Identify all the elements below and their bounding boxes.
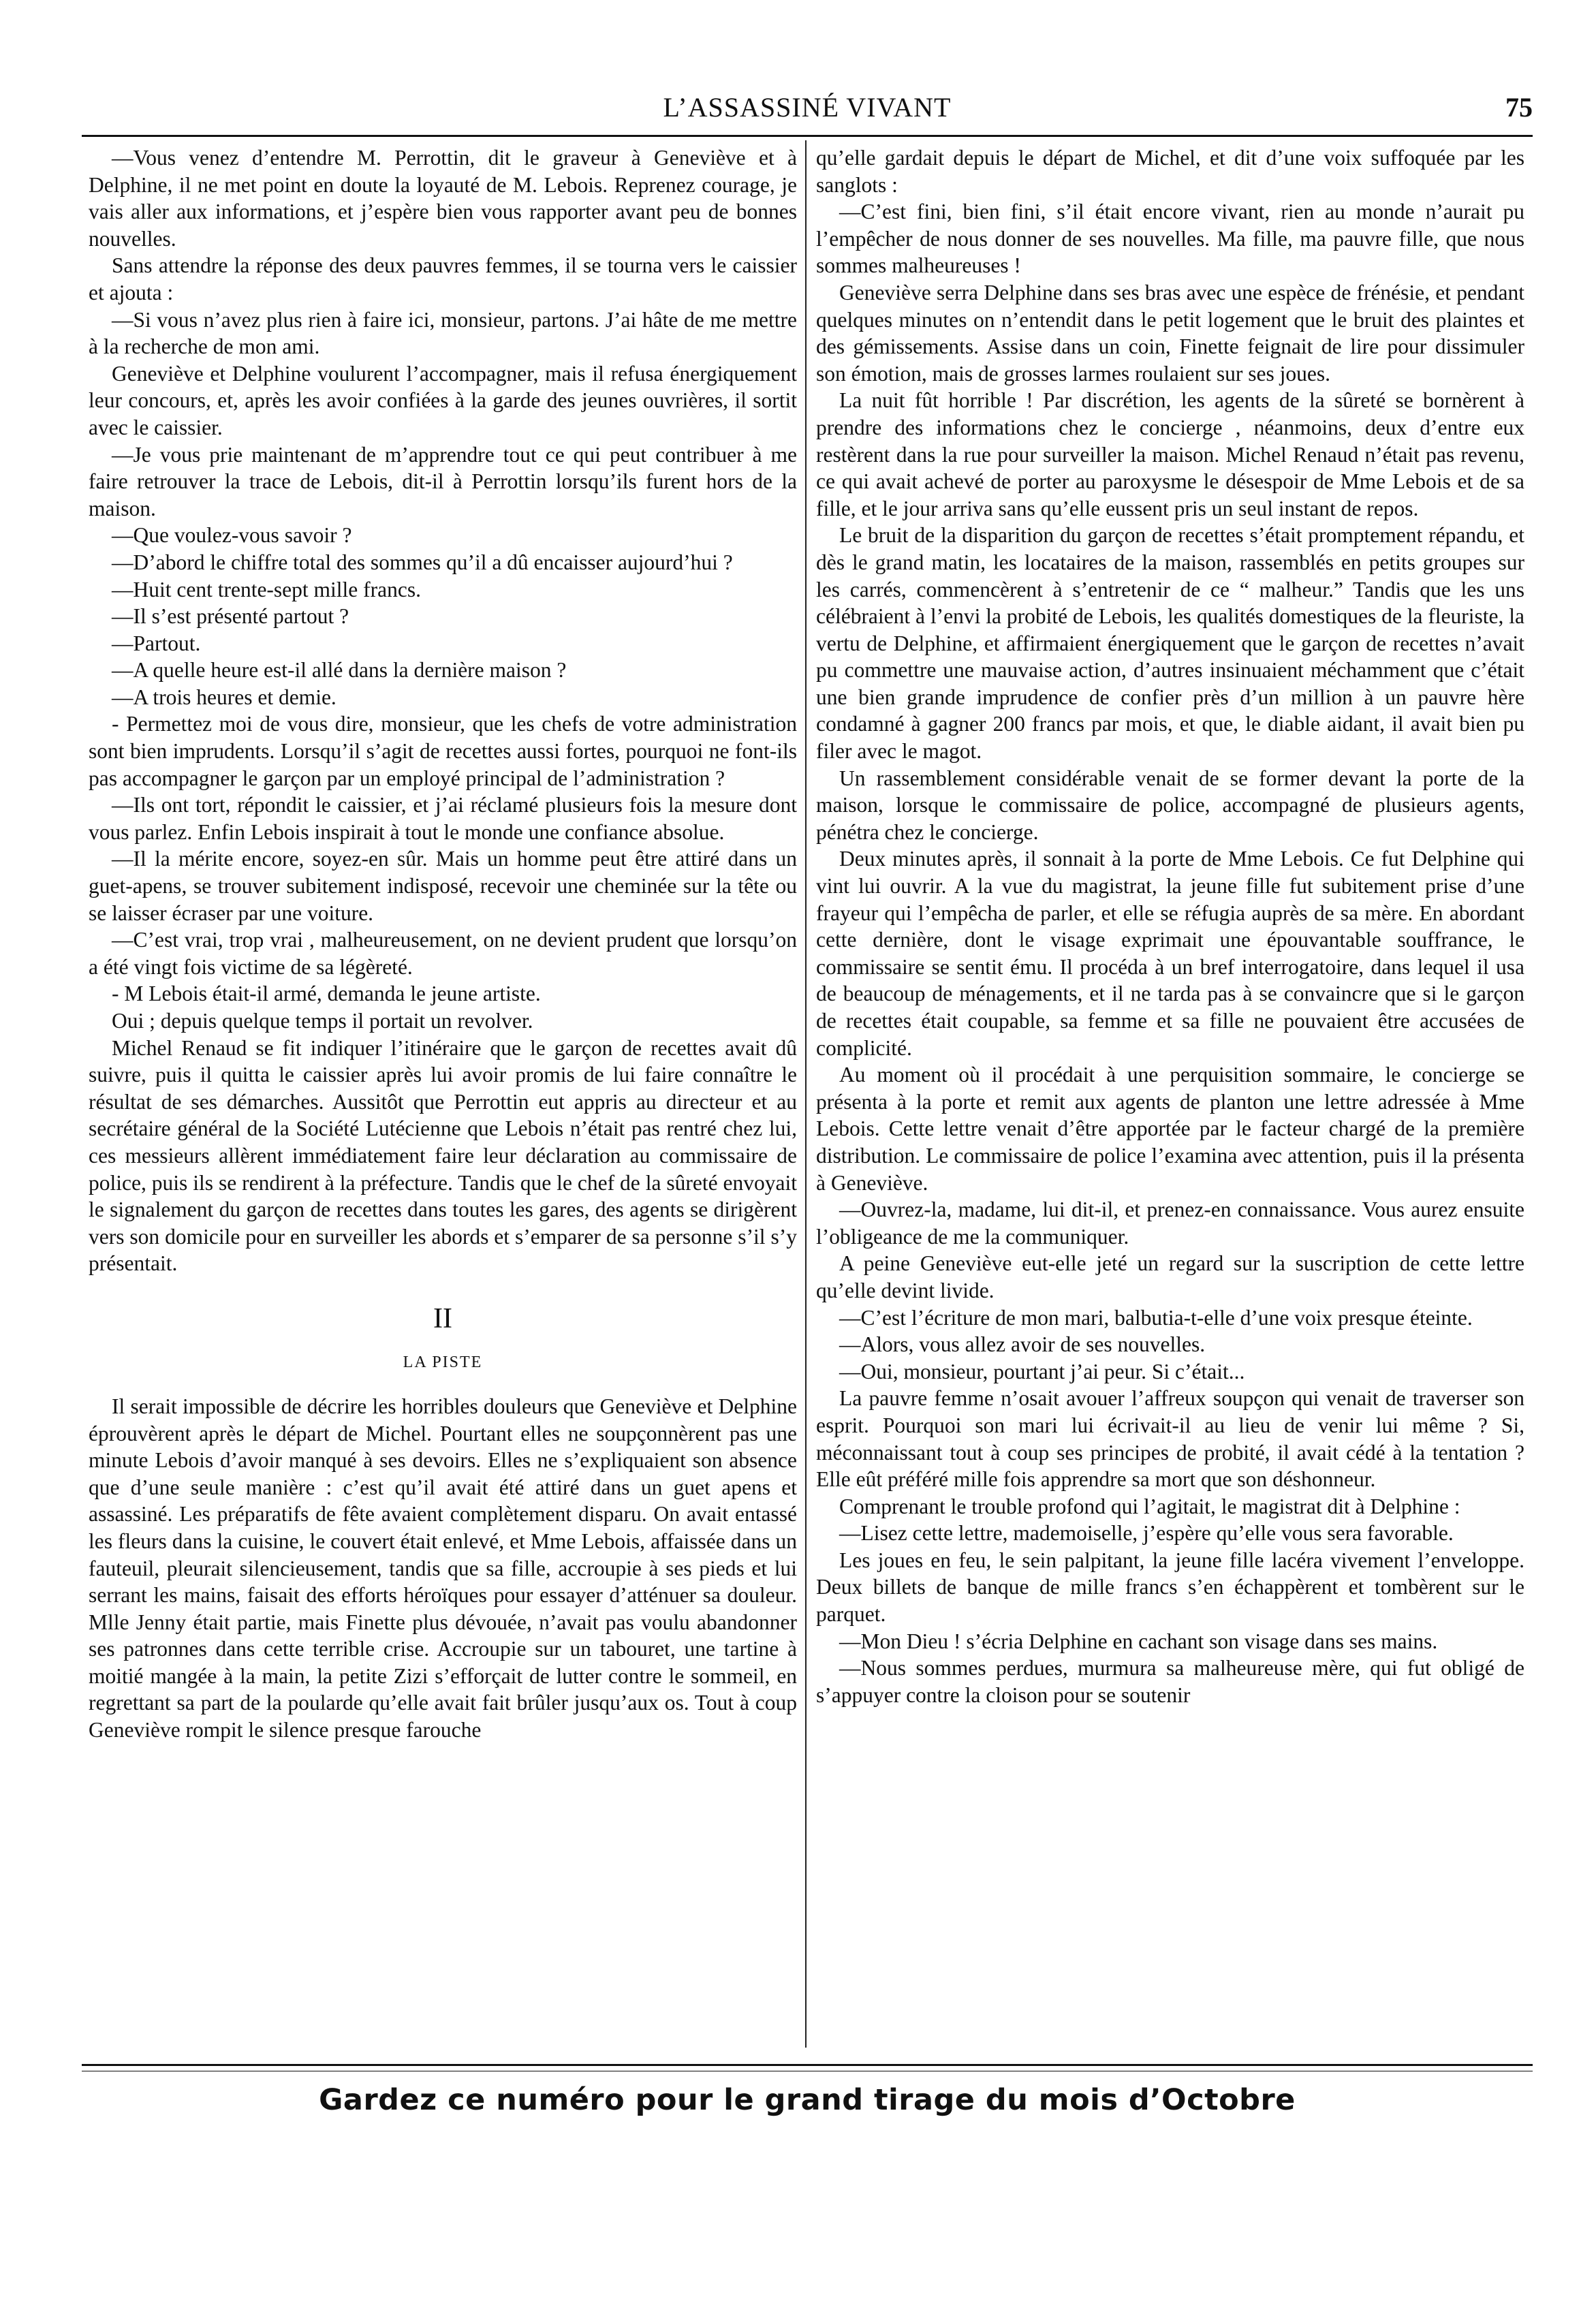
paragraph: - M Lebois était-il armé, demanda le jeune artiste. (112, 982, 541, 1006)
paragraph: —Alors, vous allez avoir de ses nouvelles. (839, 1332, 1206, 1357)
right-column (816, 144, 1524, 2045)
paragraph: Sans attendre la réponse des deux pauvres femmes, il se tourna vers le caissier et ajouta : (89, 253, 797, 304)
paragraph: —Je vous prie maintenant de m’apprendre tout ce qui peut contribuer à me faire retrouver la trace de Lebois, dit-il à Perrottin lorsqu’ils furent hors de la maison. (89, 442, 797, 520)
paragraph: —Ouvrez-la, madame, lui dit-il, et prenez-en connaissance. Vous aurez ensuite l’obligeance de me la communiquer. (816, 1198, 1524, 1249)
paragraph: Les joues en feu, le sein palpitant, la jeune fille lacéra vivement l’enveloppe. Deux billets de banque de mille francs s’en échappèrent et tombèrent sur le parquet. (816, 1548, 1524, 1627)
paragraph: —Mon Dieu ! s’écria Delphine en cachant son visage dans ses mains. (839, 1629, 1438, 1653)
paragraph: —Lisez cette lettre, mademoiselle, j’espère qu’elle vous sera favorable. (839, 1521, 1454, 1546)
footer-rule (82, 2064, 1533, 2066)
paragraph: —C’est vrai, trop vrai , malheureusement, on ne devient prudent que lorsqu’on a été vingt fois victime de sa légèreté. (89, 928, 797, 979)
paragraph: Geneviève et Delphine voulurent l’accompagner, mais il refusa énergiquement leur concours, et, après les avoir confiées à la garde des jeunes ouvrières, il sortit avec le caissier. (89, 361, 797, 439)
paragraph: —Ils ont tort, répondit le caissier, et j’ai réclamé plusieurs fois la mesure dont vous parlez. Enfin Lebois inspirait à tout le monde une confiance absolue. (89, 793, 797, 844)
paragraph: —Que voulez-vous savoir ? (112, 523, 352, 548)
left-column-text-a (89, 144, 797, 1277)
running-title: L’ASSASSINÉ VIVANT (663, 92, 952, 123)
paragraph: Geneviève serra Delphine dans ses bras avec une espèce de frénésie, et pendant quelques minutes on n’entendit dans le petit logement que le bruit des plaintes et des gémissements. Assise dans un coin, Finette feignait de lire pour dissimuler son émotion, mais de grosses larmes roulaient sur ses joues. (816, 280, 1524, 386)
footer-notice: Gardez ce numéro pour le grand tirage du mois d’Octobre (319, 2083, 1296, 2117)
paragraph: —Oui, monsieur, pourtant j’ai peur. Si c’était... (839, 1359, 1245, 1383)
paragraph: A peine Geneviève eut-elle jeté un regard sur la suscription de cette lettre qu’elle devint livide. (816, 1251, 1524, 1302)
header-rule (82, 135, 1533, 137)
paragraph: —C’est l’écriture de mon mari, balbutia-t-elle d’une voix presque éteinte. (839, 1305, 1473, 1330)
paragraph: —A quelle heure est-il allé dans la dernière maison ? (112, 658, 567, 683)
paragraph: —Nous sommes perdues, murmura sa malheureuse mère, qui fut obligé de s’appuyer contre la cloison pour se soutenir (816, 1656, 1524, 1707)
paragraph: Michel Renaud se fit indiquer l’itinéraire que le garçon de recettes avait dû suivre, puis il quitta le caissier après lui avoir promis de lui faire connaître le résultat de ses démarches. Aussitôt que Perrottin eut appris au directeur et au secrétaire général de la Société Lutécienne que Lebois n’était pas rentré chez lui, ces messieurs allèrent immédiatement faire leur déclaration au commissaire de police, puis ils se rendirent à la préfecture. Tandis que le chef de la sûreté envoyait le signalement du garçon de recettes dans toutes les gares, des agents se dirigèrent vers son domicile pour en surveiller les abords et s’emparer de sa personne s’il s’y présentait. (89, 1035, 797, 1276)
paragraph: —Vous venez d’entendre M. Perrottin, dit le graveur à Geneviève et à Delphine, il ne met point en doute la loyauté de M. Lebois. Reprenez courage, je vais aller aux informations, et j’espère bien vous rapporter avant peu de bonnes nouvelles. (89, 146, 797, 251)
paragraph: La nuit fût horrible ! Par discrétion, les agents de la sûreté se bornèrent à prendre des informations chez le concierge , néanmoins, deux d’entre eux restèrent dans la rue pour surveiller la maison. Michel Renaud n’était pas revenu, ce qui avait achevé de porter au paroxysme le désespoir de Mme Lebois et de sa fille, et le jour arriva sans qu’elle eussent pris un seul instant de repos. (816, 388, 1524, 520)
paragraph: —Il s’est présenté partout ? (112, 604, 349, 629)
paragraph: Au moment où il procédait à une perquisition sommaire, le concierge se présenta à la porte et remit aux agents de planton une lettre adressée à Mme Lebois. Cette lettre venait d’être apportée par le facteur chargé de la première distribution. Le commissaire de police l’examina avec attention, puis il la présenta à Geneviève. (816, 1063, 1524, 1195)
paragraph: —A trois heures et demie. (112, 685, 337, 709)
left-column (89, 144, 797, 2045)
paragraph: Il serait impossible de décrire les horribles douleurs que Geneviève et Delphine éprouvèrent après le départ de Michel. Pourtant elles ne soupçonnèrent pas une minute Lebois d’avoir manqué à ses devoirs. Elles ne s’expliquaient son absence que d’une seule manière : c’est qu’il avait été attiré dans un guet apens et assassiné. Les préparatifs de fête avaient complètement disparu. On avait entassé les fleurs dans la cuisine, le couvert était enlevé, et Mme Lebois, affaissée dans un fauteuil, pleurait silencieusement, tandis que sa fille, accroupie à ses pieds et lui serrant les mains, faisait des efforts héroïques pour essayer d’atténuer sa douleur. Mlle Jenny était partie, mais Finette plus dévouée, n’avait pas voulu abandonner ses patronnes dans cette terrible crise. Accroupie sur un tabouret, une tartine à moitié mangée à la main, la petite Zizi s’efforçait de lutter contre le sommeil, en regrettant sa part de la poularde qu’elle avait fait brûler jusqu’aux os. Tout à coup Geneviève rompit le silence presque farouche (89, 1394, 797, 1742)
chapter-number: II (433, 1302, 452, 1334)
paragraph: Le bruit de la disparition du garçon de recettes s’était promptement répandu, et dès le grand matin, les locataires de la maison, rassemblés en petits groupes sur les carrés, commencèrent à s’entretenir de ce “ malheur.” Tandis que les uns célébraient à l’envi la probité de Lebois, les qualités domestiques de la fleuriste, la vertu de Delphine, et affirmaient énergiquement que le garçon de recettes n’avait pu commettre une mauvaise action, d’autres insinuaient méchamment que c’était une bien grande imprudence de confier près d’un million à un pauvre hère condamné à gagner 200 francs par mois, et que, le diable aidant, il avait bien pu filer avec le magot. (816, 523, 1524, 764)
page-number: 75 (1505, 92, 1533, 123)
paragraph: —Il la mérite encore, soyez-en sûr. Mais un homme peut être attiré dans un guet-apens, se trouver subitement indisposé, recevoir une cheminée sur la tête ou se laisser écraser par une voiture. (89, 847, 797, 925)
chapter-title: LA PISTE (403, 1353, 483, 1371)
paragraph: - Permettez moi de vous dire, monsieur, que les chefs de votre administration sont bien imprudents. Lorsqu’il s’agit de recettes aussi fortes, pourquoi ne font-ils pas accompagner le garçon par un employé principal de l’administration ? (89, 712, 797, 790)
paragraph: Comprenant le trouble profond qui l’agitait, le magistrat dit à Delphine : (839, 1494, 1460, 1518)
right-column-text (816, 144, 1524, 1708)
paragraph: —C’est fini, bien fini, s’il était encore vivant, rien au monde n’aurait pu l’empêcher de nous donner de ses nouvelles. Ma fille, ma pauvre fille, que nous sommes malheureuses ! (816, 200, 1524, 278)
paragraph: La pauvre femme n’osait avouer l’affreux soupçon qui venait de traverser son esprit. Pourquoi son mari lui écrivait-il au lieu de venir lui même ? Si, méconnaissant tout à coup ses principes de probité, il avait cédé à la tentation ? Elle eût préféré mille fois apprendre sa mort que son déshonneur. (816, 1386, 1524, 1492)
page-header (82, 87, 1533, 136)
column-divider (805, 140, 807, 2048)
paragraph: —Huit cent trente-sept mille francs. (112, 577, 421, 601)
paragraph: Oui ; depuis quelque temps il portait un revolver. (112, 1009, 533, 1033)
paragraph: —Si vous n’avez plus rien à faire ici, monsieur, partons. J’ai hâte de me mettre à la recherche de mon ami. (89, 307, 797, 359)
paragraph: Un rassemblement considérable venait de se former devant la porte de la maison, lorsque le commissaire de police, accompagné de plusieurs agents, pénétra chez le concierge. (816, 766, 1524, 844)
paragraph: —Partout. (112, 631, 201, 655)
paragraph: qu’elle gardait depuis le départ de Michel, et dit d’une voix suffoquée par les sanglots : (816, 146, 1524, 197)
paragraph: —D’abord le chiffre total des sommes qu’il a dû encaisser aujourd’hui ? (112, 550, 733, 574)
left-column-text-b (89, 1393, 797, 1744)
paragraph: Deux minutes après, il sonnait à la porte de Mme Lebois. Ce fut Delphine qui vint lui ouvrir. A la vue du magistrat, la jeune fille fut subitement prise d’une frayeur qui l’empêcha de parler, et elle se réfugia auprès de sa mère. En abordant cette dernière, dont le visage exprimait une épouvantable souffrance, le commissaire se sentit ému. Il procéda à un bref interrogatoire, dans lequel il usa de beaucoup de ménagements, et il ne tarda pas à se convaincre que si le garçon de recettes était coupable, sa femme et sa fille ne pouvaient être accusées de complicité. (816, 847, 1524, 1060)
